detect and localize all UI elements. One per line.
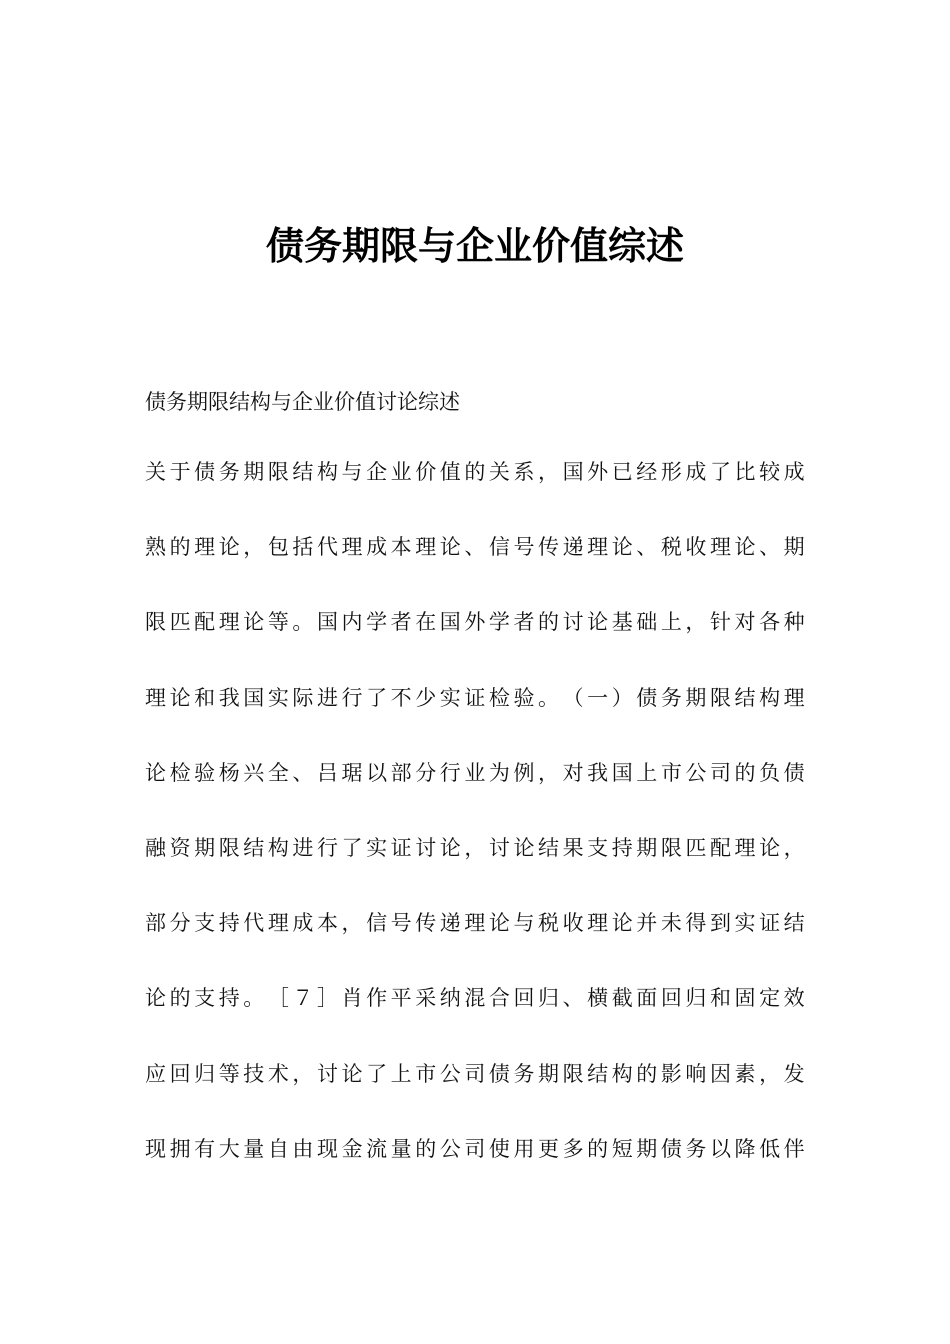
text-line: 关 于 债 务 期 限 结 构 与 企 业 价 值 的 关 系 ， 国 外 已 经 形 成 了 比 较 成 bbox=[145, 460, 805, 484]
text-line: 理 论 和 我 国 实 际 进 行 了 不 少 实 证 检 验 。 （ 一 ） 债 务 期 限 结 构 理 bbox=[145, 685, 805, 710]
text-line: 论 的 支 持 。 ［ ７ ］ 肖 作 平 采 纳 混 合 回 归 、 横 截 面 回 归 和 固 定 效 bbox=[145, 986, 805, 1011]
text-line: 限 匹 配 理 论 等 。 国 内 学 者 在 国 外 学 者 的 讨 论 基 础 上 ， 针 对 各 种 bbox=[145, 610, 805, 635]
document-subtitle: 债务期限结构与企业价值讨论综述 bbox=[145, 390, 460, 414]
body-paragraph bbox=[145, 456, 805, 1208]
text-line: 论 检 验 杨 兴 全 、 吕 琚 以 部 分 行 业 为 例 ， 对 我 国 上 市 公 司 的 负 债 bbox=[145, 760, 805, 785]
text-line: 部 分 支 持 代 理 成 本 ， 信 号 传 递 理 论 与 税 收 理 论 并 未 得 到 实 证 结 bbox=[145, 911, 805, 936]
text-line: 应 回 归 等 技 术 ， 讨 论 了 上 市 公 司 债 务 期 限 结 构 的 影 响 因 素 ， 发 bbox=[145, 1061, 805, 1086]
text-line: 融 资 期 限 结 构 进 行 了 实 证 讨 论 ， 讨 论 结 果 支 持 期 限 匹 配 理 论 ， bbox=[145, 835, 805, 860]
document-title: 债务期限与企业价值综述 bbox=[265, 224, 684, 268]
text-line: 现 拥 有 大 量 自 由 现 金 流 量 的 公 司 使 用 更 多 的 短 期 债 务 以 降 低 伴 bbox=[145, 1136, 805, 1161]
text-line: 熟 的 理 论 ， 包 括 代 理 成 本 理 论 、 信 号 传 递 理 论 、 税 收 理 论 、 期 bbox=[145, 535, 805, 560]
